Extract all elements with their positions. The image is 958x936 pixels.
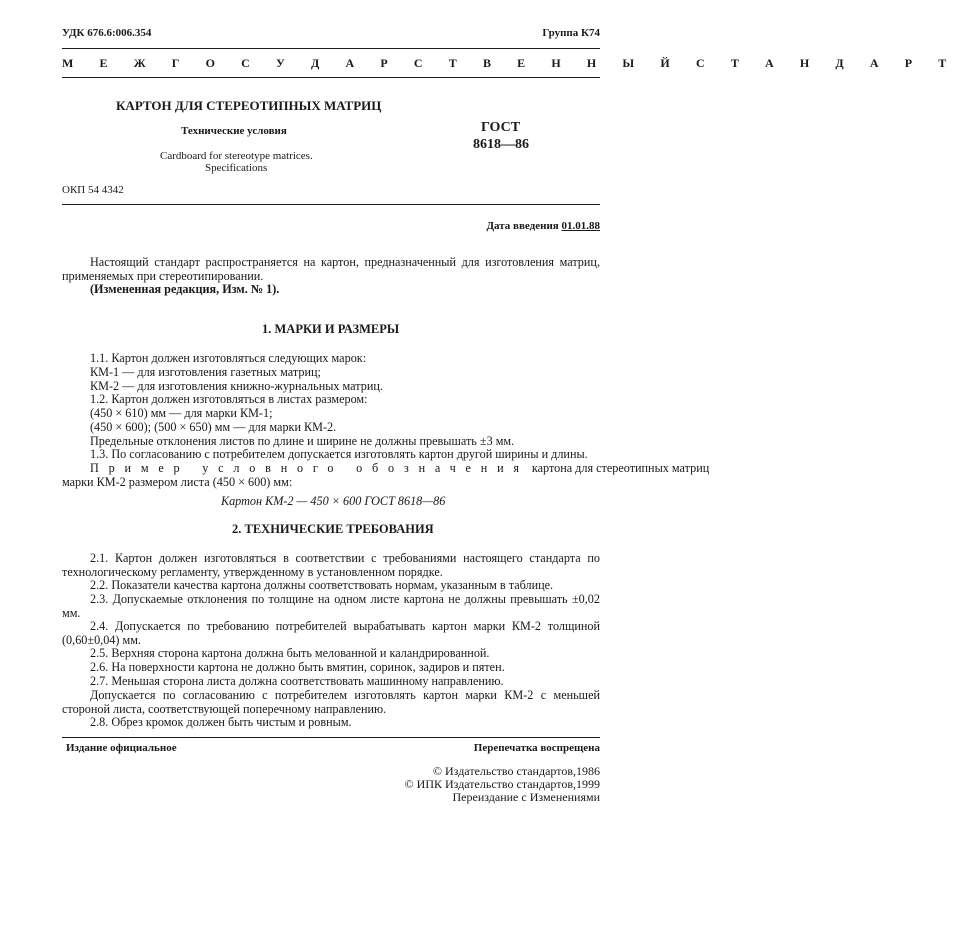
top-rule bbox=[62, 48, 600, 49]
s1-line: 1.2. Картон должен изготовляться в листах размером: bbox=[90, 392, 368, 406]
s1-line: КМ-1 — для изготовления газетных матриц; bbox=[90, 365, 321, 379]
english-title-line1: Cardboard for stereotype matrices. bbox=[160, 150, 313, 162]
standard-type: М Е Ж Г О С У Д А Р С Т В Е Н Н Ы Й С Т А Н Д А Р Т bbox=[62, 56, 958, 70]
example-line bbox=[90, 461, 709, 476]
document-subtitle: Технические условия bbox=[181, 125, 287, 137]
designation-example: Картон КМ-2 — 450 × 600 ГОСТ 8618—86 bbox=[221, 494, 446, 508]
s1-line: 1.3. По согласованию с потребителем допускается изготовлять картон другой ширины и длины. bbox=[90, 447, 588, 461]
intro-date bbox=[486, 220, 600, 232]
gost-number: 8618—86 bbox=[473, 137, 529, 152]
section2-heading: 2. ТЕХНИЧЕСКИЕ ТРЕБОВАНИЯ bbox=[232, 522, 434, 536]
example-label: Пример условного обозначения bbox=[90, 461, 529, 475]
intro-date-label: Дата введения bbox=[486, 220, 559, 232]
p2-3: 2.3. Допускаемые отклонения по толщине на одном листе картона не должны превышать ±0,02 мм. bbox=[62, 592, 600, 620]
s1-line: (450 × 600); (500 × 650) мм — для марки КМ-2. bbox=[90, 420, 337, 434]
edition-note: (Измененная редакция, Изм. № 1). bbox=[90, 282, 280, 296]
p2-7b: Допускается по согласованию с потребителем изготовлять картон марки КМ-2 с меньшей стороной листа, соответствующей поперечному направлению. bbox=[62, 688, 600, 716]
p2-2: 2.2. Показатели качества картона должны соответствовать нормам, указанным в таблице. bbox=[90, 578, 554, 592]
document-title: КАРТОН ДЛЯ СТЕРЕОТИПНЫХ МАТРИЦ bbox=[116, 98, 382, 113]
copyright-1999: © ИПК Издательство стандартов,1999 bbox=[404, 777, 600, 791]
intro-paragraph: Настоящий стандарт распространяется на картон, предназначенный для изготовления матриц, применяемых при стереотипировании. bbox=[62, 255, 600, 283]
reprint-prohibited: Перепечатка воспрещена bbox=[473, 742, 600, 754]
s1-line: (450 × 610) мм — для марки КМ-1; bbox=[90, 406, 273, 420]
p2-4: 2.4. Допускается по требованию потребителей вырабатывать картон марки КМ-2 толщиной (0,60±0,04) мм. bbox=[62, 619, 600, 647]
second-rule bbox=[62, 77, 600, 78]
intro-date-value: 01.01.88 bbox=[561, 220, 600, 232]
p2-7: 2.7. Меньшая сторона листа должна соответствовать машинному направлению. bbox=[90, 674, 504, 688]
example-line2: марки КМ-2 размером листа (450 × 600) мм: bbox=[62, 475, 293, 489]
group-code: Группа К74 bbox=[542, 27, 600, 39]
udk-code: УДК 676.6:006.354 bbox=[62, 27, 152, 39]
official-edition: Издание официальное bbox=[66, 742, 177, 754]
okp-code: ОКП 54 4342 bbox=[62, 184, 124, 196]
s1-line: КМ-2 — для изготовления книжно-журнальных матриц. bbox=[90, 379, 383, 393]
copyright-1986: © Издательство стандартов,1986 bbox=[432, 764, 600, 778]
p2-1: 2.1. Картон должен изготовляться в соответствии с требованиями настоящего стандарта по технологическому регламенту, утвержденному в установленном порядке. bbox=[62, 551, 600, 579]
p2-5: 2.5. Верхняя сторона картона должна быть мелованной и каландрированной. bbox=[90, 646, 490, 660]
p2-8: 2.8. Обрез кромок должен быть чистым и ровным. bbox=[90, 715, 352, 729]
title-rule bbox=[62, 204, 600, 205]
reissue-note: Переиздание с Изменениями bbox=[452, 790, 600, 804]
s1-line: 1.1. Картон должен изготовляться следующих марок: bbox=[90, 351, 367, 365]
gost-label: ГОСТ bbox=[481, 120, 521, 135]
english-title-line2: Specifications bbox=[205, 162, 268, 174]
s1-line: Предельные отклонения листов по длине и ширине не должны превышать ±3 мм. bbox=[90, 434, 515, 448]
section1-heading: 1. МАРКИ И РАЗМЕРЫ bbox=[262, 322, 400, 336]
footer-rule bbox=[62, 737, 600, 738]
example-rest: картона для стереотипных матриц bbox=[528, 461, 710, 475]
p2-6: 2.6. На поверхности картона не должно быть вмятин, соринок, задиров и пятен. bbox=[90, 660, 505, 674]
